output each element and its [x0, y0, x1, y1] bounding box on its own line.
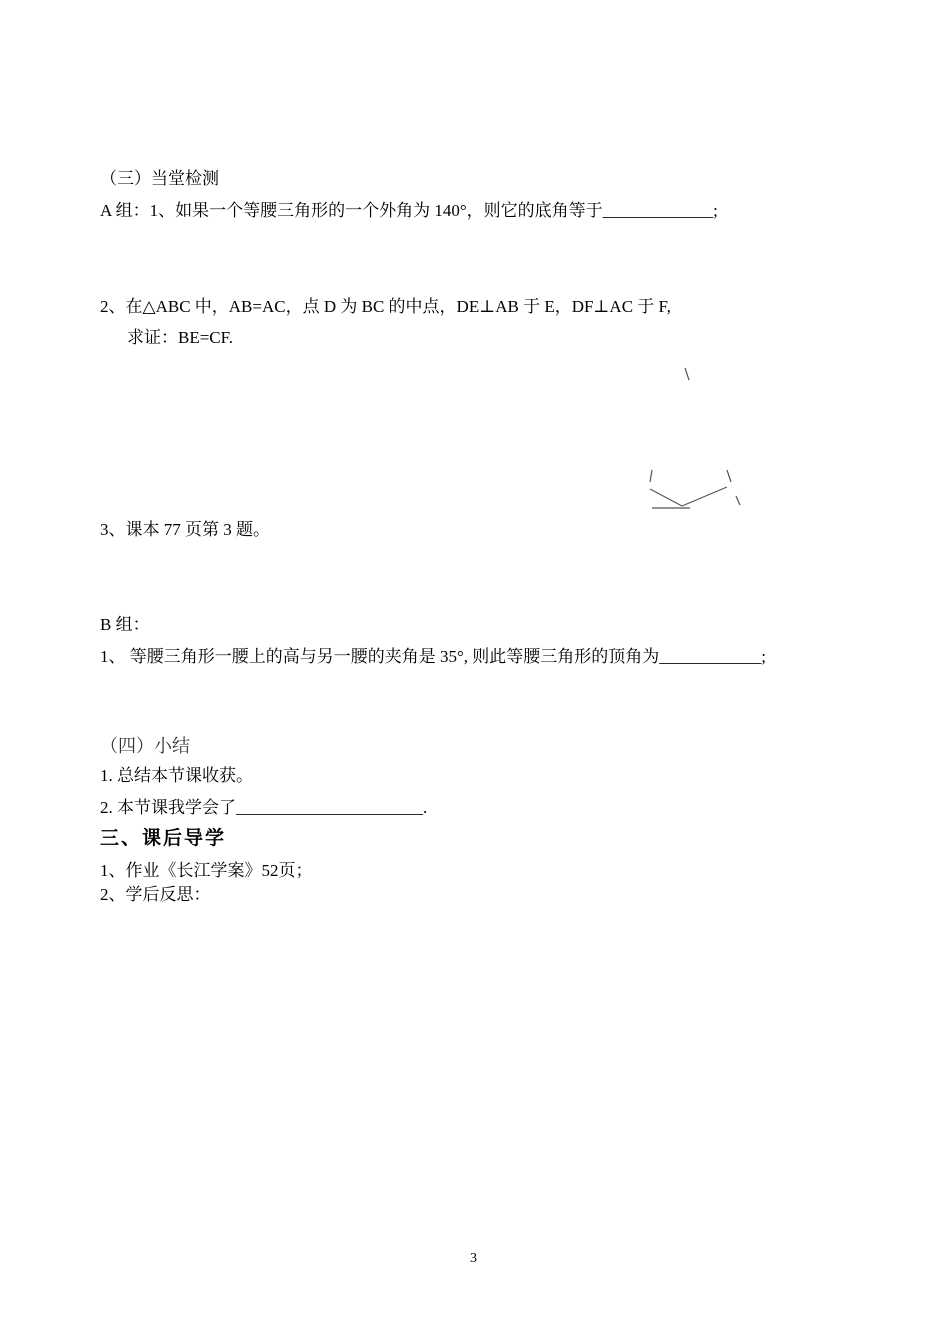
- figure-stroke-left: [650, 470, 652, 482]
- group-b-question-1: 1、 等腰三角形一腰上的高与另一腰的夹角是 35°, 则此等腰三角形的顶角为____________;: [100, 647, 767, 666]
- section3-heading: （三）当堂检测: [100, 169, 219, 188]
- figure-stroke-right: [727, 470, 731, 482]
- triangle-figure: [640, 360, 750, 520]
- summary-item-1: 1. 总结本节课收获。: [100, 766, 253, 785]
- figure-stroke-apex: [685, 368, 689, 380]
- group-b-label: B 组：: [100, 615, 150, 634]
- figure-stroke-corner: [736, 496, 740, 505]
- section4-heading: （四）小结: [100, 736, 190, 756]
- homework-item-2: 2、学后反思：: [100, 885, 211, 904]
- group-a-question-1: A 组：1、如果一个等腰三角形的一个外角为 140°，则它的底角等于_____________;: [100, 201, 718, 220]
- figure-stroke-bottom: [650, 487, 727, 506]
- group-a-question-2-line1: 2、在△ABC 中，AB=AC，点 D 为 BC 的中点，DE⊥AB 于 E，DF⊥AC 于 F,: [100, 297, 671, 316]
- group-a-question-3: 3、课本 77 页第 3 题。: [100, 520, 270, 539]
- summary-item-2: 2. 本节课我学会了______________________.: [100, 798, 428, 817]
- homework-item-1: 1、作业《长江学案》52页；: [100, 861, 313, 880]
- page-number: 3: [470, 1251, 477, 1266]
- part3-heading: 三、课后导学: [100, 828, 227, 849]
- group-a-question-2-line2: 求证：BE=CF.: [127, 328, 233, 347]
